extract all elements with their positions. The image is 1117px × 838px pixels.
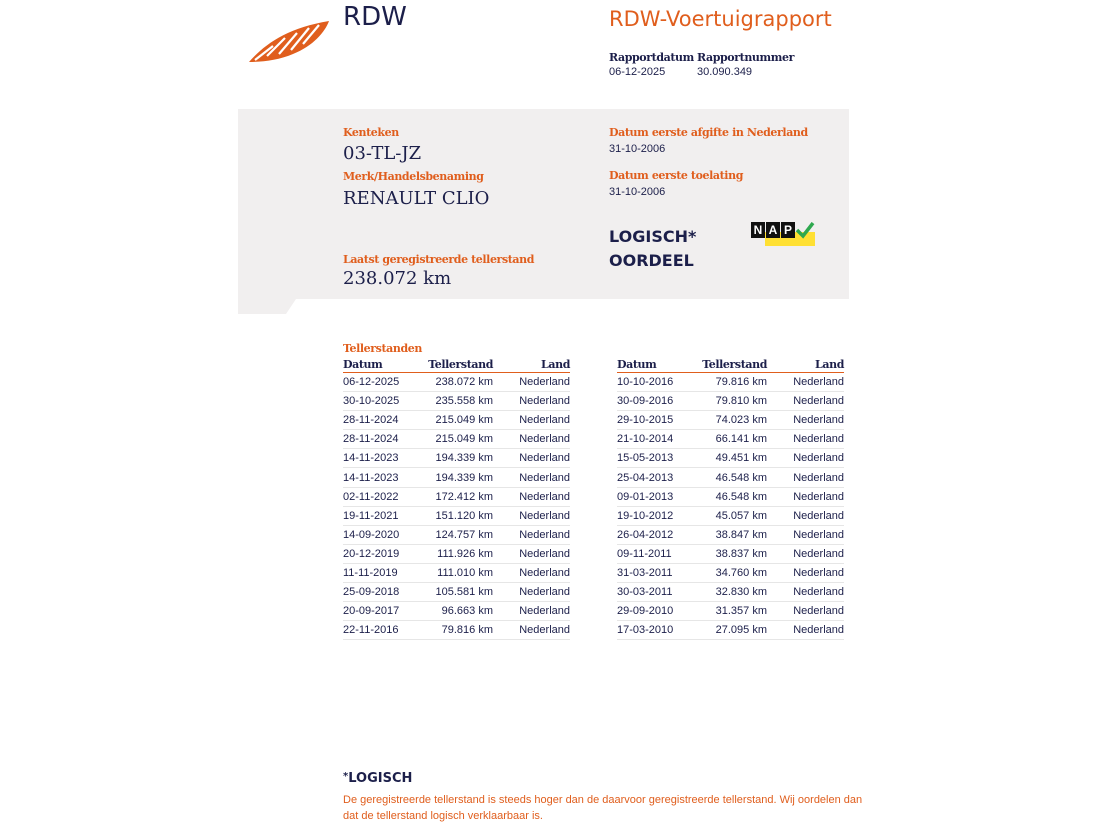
odometer-value: 238.072 km (343, 268, 452, 289)
cell-date: 19-10-2012 (617, 509, 674, 522)
table-header (617, 358, 844, 373)
make-label: Merk/Handelsbenaming (343, 170, 484, 183)
table-row (617, 411, 844, 430)
table-row (343, 373, 570, 392)
header-country: Land (815, 358, 844, 371)
cell-date: 25-09-2018 (343, 586, 400, 599)
table-row (343, 564, 570, 583)
table-header (343, 358, 570, 373)
cell-odometer: 79.816 km (715, 376, 767, 389)
cell-date: 20-09-2017 (343, 605, 400, 618)
cell-date: 22-11-2016 (343, 624, 399, 637)
cell-country: Nederland (519, 586, 570, 599)
summary-panel (238, 109, 849, 314)
cell-date: 11-11-2019 (343, 566, 398, 579)
cell-date: 30-10-2025 (343, 395, 400, 408)
cell-odometer: 74.023 km (715, 414, 767, 427)
plate-label: Kenteken (343, 126, 399, 139)
cell-date: 15-05-2013 (617, 452, 674, 465)
cell-date: 28-11-2024 (343, 414, 399, 427)
cell-date: 10-10-2016 (617, 376, 674, 389)
rdw-logo-icon (247, 18, 331, 64)
cell-odometer: 31.357 km (715, 605, 767, 618)
nap-letter-a: A (768, 223, 778, 237)
table-row (343, 545, 570, 564)
cell-date: 30-09-2016 (617, 395, 674, 408)
cell-odometer: 215.049 km (435, 433, 493, 446)
odometer-table-right (617, 358, 844, 640)
nap-letter-n: N (753, 223, 763, 237)
nap-logo (751, 222, 815, 246)
header-odometer: Tellerstand (428, 358, 493, 371)
table-row (617, 545, 844, 564)
cell-date: 25-04-2013 (617, 471, 674, 484)
cell-country: Nederland (793, 376, 844, 389)
table-row (343, 411, 570, 430)
first-admission-label: Datum eerste toelating (609, 169, 743, 182)
brand-name: RDW (343, 2, 407, 32)
table-body (343, 373, 570, 640)
cell-country: Nederland (793, 509, 844, 522)
table-row (343, 602, 570, 621)
table-row (343, 583, 570, 602)
footnote-star: * (343, 771, 349, 782)
cell-odometer: 111.926 km (437, 547, 493, 560)
table-row (343, 488, 570, 507)
cell-country: Nederland (519, 471, 570, 484)
cell-date: 02-11-2022 (343, 490, 399, 503)
cell-odometer: 27.095 km (715, 624, 767, 637)
cell-odometer: 46.548 km (715, 471, 767, 484)
cell-country: Nederland (519, 433, 570, 446)
cell-date: 09-01-2013 (617, 490, 674, 503)
cell-odometer: 235.558 km (435, 395, 493, 408)
cell-date: 06-12-2025 (343, 376, 400, 389)
table-row (617, 488, 844, 507)
table-row (617, 392, 844, 411)
cell-odometer: 238.072 km (435, 376, 493, 389)
cell-odometer: 194.339 km (435, 452, 493, 465)
cell-odometer: 38.847 km (715, 528, 767, 541)
verdict-line-2: OORDEEL (609, 251, 694, 270)
cell-odometer: 105.581 km (435, 586, 493, 599)
footnote-title-text: LOGISCH (348, 771, 413, 786)
table-row (617, 602, 844, 621)
table-row (343, 468, 570, 487)
table-body (617, 373, 844, 640)
cell-date: 14-11-2023 (343, 471, 399, 484)
cell-date: 28-11-2024 (343, 433, 399, 446)
nap-letter-p: P (783, 223, 792, 237)
cell-country: Nederland (793, 452, 844, 465)
header-country: Land (541, 358, 570, 371)
cell-odometer: 45.057 km (715, 509, 767, 522)
cell-country: Nederland (793, 624, 844, 637)
cell-odometer: 151.120 km (435, 509, 493, 522)
table-row (617, 468, 844, 487)
cell-odometer: 32.830 km (715, 586, 767, 599)
cell-date: 17-03-2010 (617, 624, 674, 637)
first-nl-label: Datum eerste afgifte in Nederland (609, 126, 808, 139)
cell-odometer: 79.810 km (715, 395, 767, 408)
cell-country: Nederland (519, 509, 570, 522)
odometer-table-title: Tellerstanden (343, 342, 422, 355)
cell-country: Nederland (519, 395, 570, 408)
cell-country: Nederland (519, 490, 570, 503)
header-date: Datum (617, 358, 657, 371)
footnote-text: De geregistreerde tellerstand is steeds hoger dan de daarvoor geregistreerde tellerstand. Wij oordelen dan dat de tellerstand logisch verklaarbaar is. (343, 794, 863, 822)
cell-country: Nederland (793, 395, 844, 408)
first-admission-value: 31-10-2006 (609, 186, 666, 198)
cell-country: Nederland (793, 490, 844, 503)
first-nl-value: 31-10-2006 (609, 143, 666, 155)
cell-odometer: 96.663 km (441, 605, 493, 618)
table-row (343, 449, 570, 468)
cell-date: 31-03-2011 (617, 566, 673, 579)
cell-country: Nederland (793, 414, 844, 427)
cell-country: Nederland (519, 566, 570, 579)
table-row (617, 449, 844, 468)
report-date: 06-12-2025 (609, 66, 666, 78)
cell-date: 26-04-2012 (617, 528, 674, 541)
cell-country: Nederland (519, 624, 570, 637)
report-number-label: Rapportnummer (697, 51, 794, 64)
make-value: RENAULT CLIO (343, 188, 490, 209)
cell-date: 29-09-2010 (617, 605, 674, 618)
cell-date: 30-03-2011 (617, 586, 673, 599)
cell-odometer: 38.837 km (715, 547, 767, 560)
header-date: Datum (343, 358, 383, 371)
report-title: RDW-Voertuigrapport (609, 7, 832, 31)
odometer-label: Laatst geregistreerde tellerstand (343, 253, 535, 266)
cell-odometer: 49.451 km (715, 452, 767, 465)
cell-country: Nederland (519, 414, 570, 427)
table-row (617, 507, 844, 526)
cell-country: Nederland (519, 452, 570, 465)
table-row (343, 430, 570, 449)
plate-value: 03-TL-JZ (343, 143, 422, 164)
table-row (343, 392, 570, 411)
cell-country: Nederland (793, 566, 844, 579)
header-odometer: Tellerstand (702, 358, 767, 371)
cell-country: Nederland (519, 528, 570, 541)
cell-odometer: 46.548 km (715, 490, 767, 503)
cell-date: 29-10-2015 (617, 414, 674, 427)
cell-date: 19-11-2021 (343, 509, 399, 522)
report-number: 30.090.349 (697, 66, 753, 78)
verdict-line-1: LOGISCH* (609, 227, 697, 246)
report-date-label: Rapportdatum (609, 51, 694, 64)
table-row (617, 621, 844, 640)
cell-odometer: 34.760 km (715, 566, 767, 579)
table-row (343, 526, 570, 545)
verdict (609, 225, 696, 273)
cell-odometer: 66.141 km (715, 433, 767, 446)
cell-country: Nederland (793, 433, 844, 446)
cell-date: 14-11-2023 (343, 452, 399, 465)
table-row (617, 430, 844, 449)
cell-country: Nederland (793, 586, 844, 599)
cell-country: Nederland (793, 471, 844, 484)
table-row (343, 507, 570, 526)
cell-country: Nederland (519, 547, 570, 560)
cell-country: Nederland (519, 376, 570, 389)
cell-odometer: 124.757 km (435, 528, 493, 541)
table-row (617, 583, 844, 602)
cell-odometer: 172.412 km (435, 490, 493, 503)
cell-date: 14-09-2020 (343, 528, 400, 541)
cell-date: 20-12-2019 (343, 547, 400, 560)
table-row (617, 564, 844, 583)
odometer-table-left (343, 358, 570, 640)
cell-country: Nederland (793, 547, 844, 560)
table-row (617, 526, 844, 545)
cell-odometer: 194.339 km (435, 471, 493, 484)
cell-odometer: 111.010 km (437, 566, 493, 579)
cell-odometer: 215.049 km (435, 414, 493, 427)
cell-odometer: 79.816 km (441, 624, 493, 637)
cell-country: Nederland (793, 528, 844, 541)
cell-country: Nederland (793, 605, 844, 618)
table-row (343, 621, 570, 640)
table-row (617, 373, 844, 392)
cell-date: 21-10-2014 (617, 433, 674, 446)
footnote-title (343, 771, 412, 786)
cell-country: Nederland (519, 605, 570, 618)
cell-date: 09-11-2011 (617, 547, 672, 560)
